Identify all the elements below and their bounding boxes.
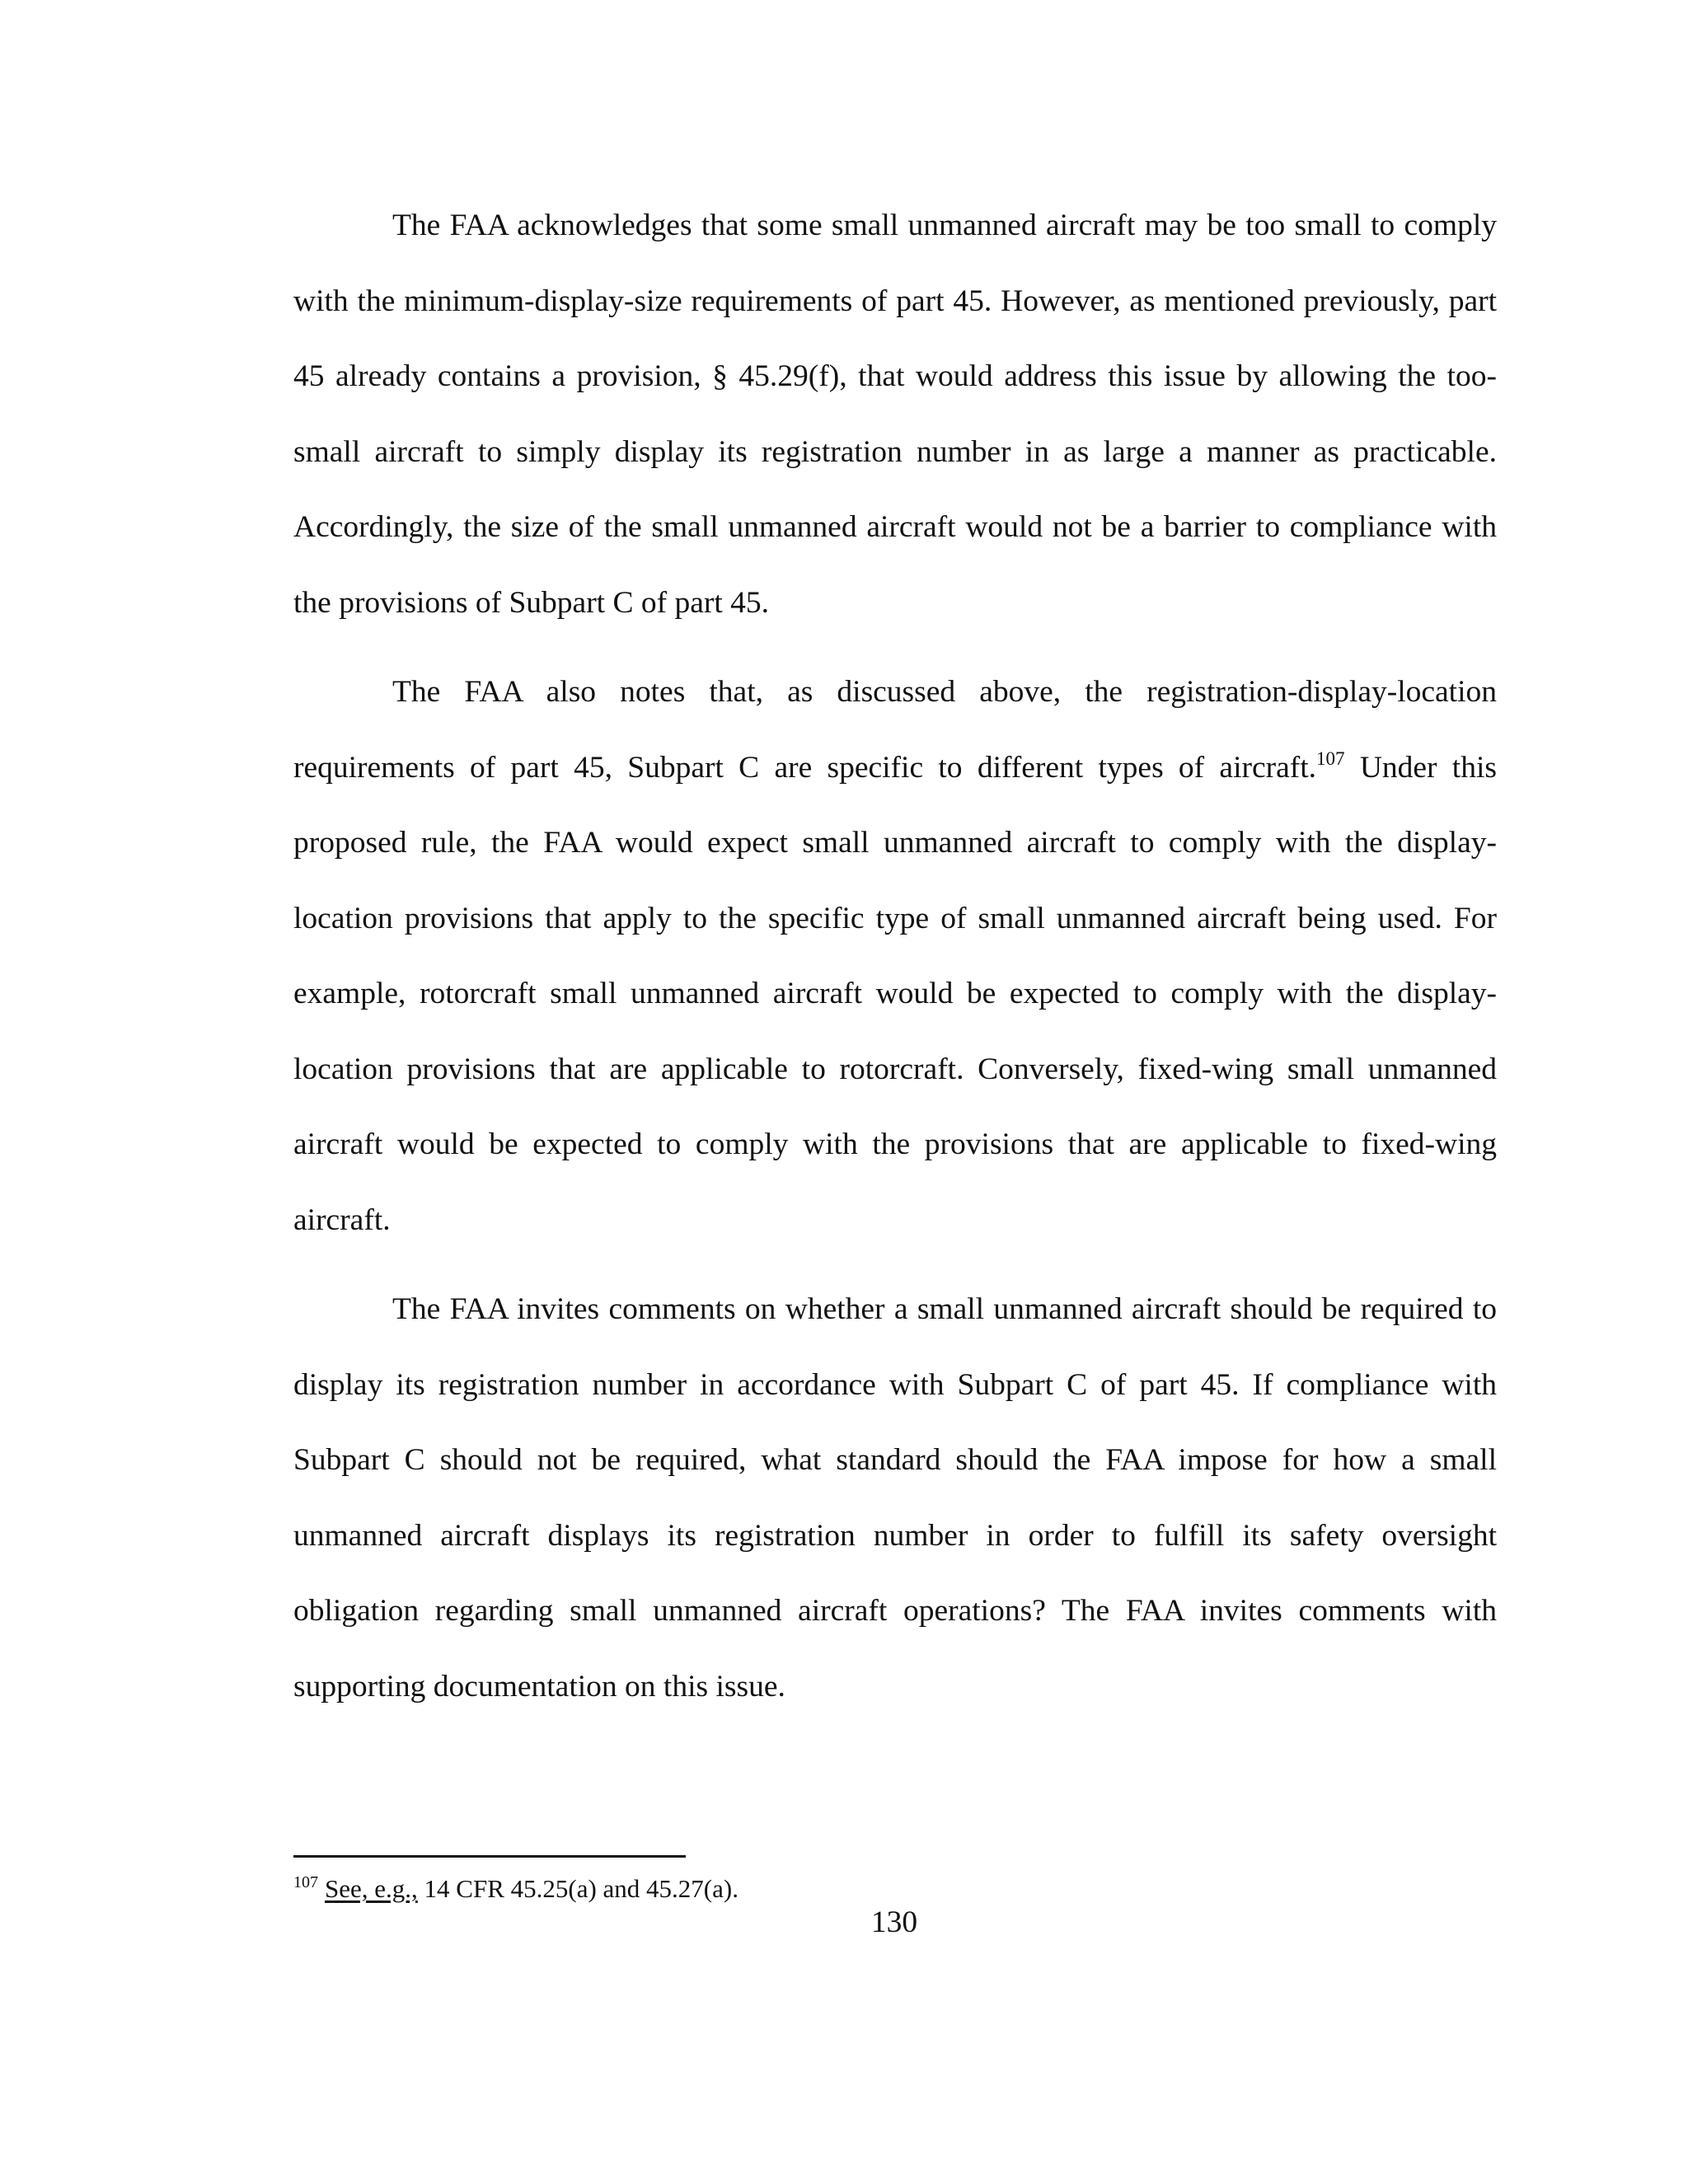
footnote-citation-signal: See, e.g., xyxy=(325,1874,418,1903)
paragraph-display-location xyxy=(293,654,1497,1258)
paragraph-display-location-text-after-reference: Under this proposed rule, the FAA would expect small unmanned aircraft to comply with the display-location provisions that apply to the specific type of small unmanned aircraft being used. For example, rotorcraft small unmanned aircraft would be expected to comply with the display-location provisions that are applicable to rotorcraft. Conversely, fixed-wing small unmanned aircraft would be expected to comply with the provisions that are applicable to fixed-wing aircraft. xyxy=(293,750,1497,1237)
footnote-separator xyxy=(293,1855,686,1858)
body-text xyxy=(293,188,1497,1738)
footnote-citation: 14 CFR 45.25(a) and 45.27(a). xyxy=(417,1874,738,1903)
paragraph-minimum-display-size: The FAA acknowledges that some small unmanned aircraft may be too small to comply with the minimum-display-size requirements of part 45. However, as mentioned previously, part 45 already contains a provision, § 45.29(f), that would address this issue by allowing the too-small aircraft to simply display its registration number in as large a manner as practicable. Accordingly, the size of the small unmanned aircraft would not be a barrier to compliance with the provisions of Subpart C of part 45. xyxy=(293,209,1497,620)
paragraph-display-location-text-before-reference: The FAA also notes that, as discussed above, the registration-display-location requirements of part 45, Subpart C are specific to different types of aircraft. xyxy=(293,675,1497,785)
footnote-reference-107[interactable]: 107 xyxy=(1316,748,1345,769)
footnote-number: 107 xyxy=(293,1873,318,1891)
paragraph-invites-comments: The FAA invites comments on whether a small unmanned aircraft should be required to display its registration number in accordance with Subpart C of part 45. If compliance with Subpart C should not be required, what standard should the FAA impose for how a small unmanned aircraft displays its registration number in order to fulfill its safety oversight obligation regarding small unmanned aircraft operations? The FAA invites comments with supporting documentation on this issue. xyxy=(293,1292,1497,1704)
footnote-107 xyxy=(293,1872,1497,1905)
page-number: 130 xyxy=(870,1905,918,1939)
